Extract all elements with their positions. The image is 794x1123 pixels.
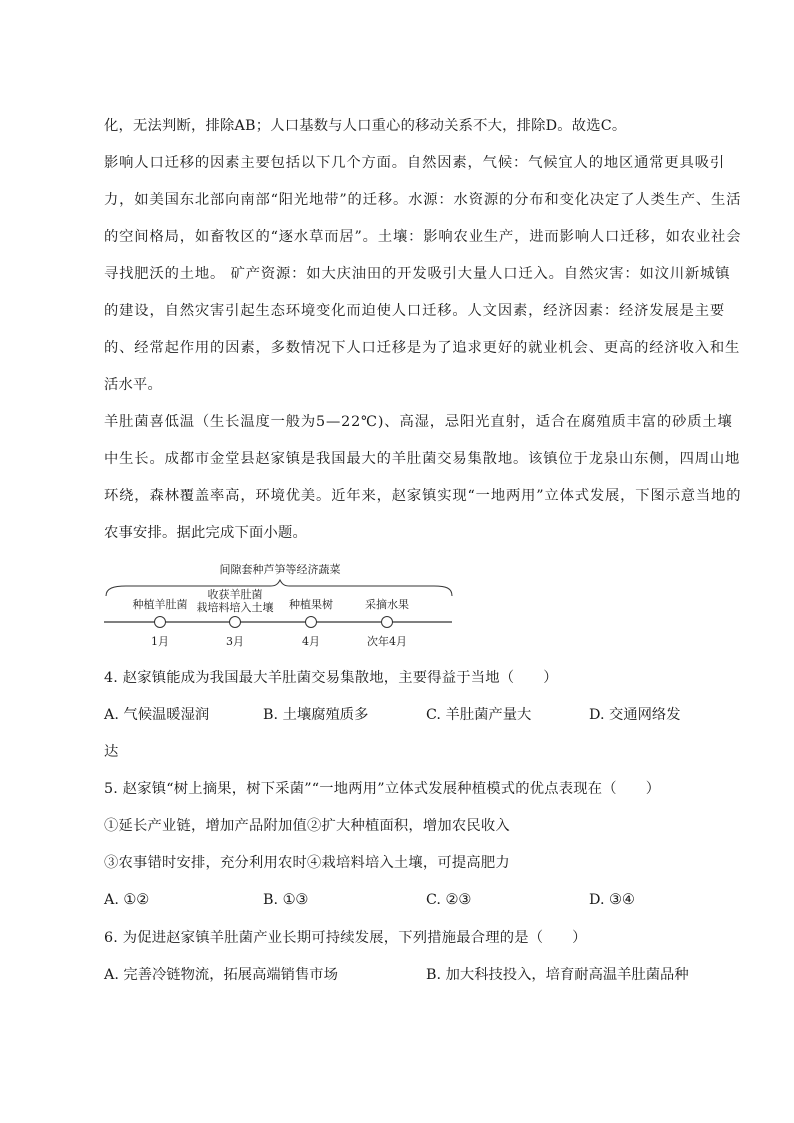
event-time: 3月 (226, 635, 244, 648)
event-marker (230, 617, 241, 628)
brace-line (106, 580, 452, 596)
event-time: 次年4月 (367, 635, 407, 648)
question-4-option-d[interactable]: D. 交通网络发 (589, 707, 681, 723)
text-line: 活水平。 (104, 377, 162, 393)
question-4-option-c[interactable]: C. 羊肚菌产量大 (426, 707, 532, 723)
question-6-option-b[interactable]: B. 加大科技投入，培育耐高温羊肚菌品种 (426, 967, 689, 983)
text-line: 中生长。成都市金堂县赵家镇是我国最大的羊肚菌交易集散地。该镇位于龙泉山东侧，四周山地 (104, 451, 741, 467)
question-5-stem: 5. 赵家镇“树上摘果，树下采菌”“一地两用”立体式发展种植模式的优点表现在（ ） (104, 781, 661, 797)
text-line: 农事安排。据此完成下面小题。 (104, 525, 307, 541)
question-5-option-a[interactable]: A. ①② (104, 892, 150, 908)
question-6-stem: 6. 为促进赵家镇羊肚菌产业长期可持续发展，下列措施最合理的是（ ） (104, 930, 587, 946)
event-marker (306, 617, 317, 628)
event-label: 种植羊肚菌 (132, 598, 188, 611)
question-5-option-d[interactable]: D. ③④ (589, 892, 635, 908)
text-line: 的建设，自然灾害引起生态环境变化而迫使人口迁移。人文因素，经济因素：经济发展是主要 (104, 303, 726, 319)
text-line: 力，如美国东北部向南部“阳光地带”的迁移。水源：水资源的分布和变化决定了人类生产、生活 (104, 192, 742, 208)
text-line: 的、经常起作用的因素，多数情况下人口迁移是为了追求更好的就业机会、更高的经济收入和生 (104, 340, 741, 356)
text-line: 环绕，森林覆盖率高，环境优美。近年来，赵家镇实现“一地两用”立体式发展，下图示意当地的 (104, 488, 742, 504)
question-5-statements: ①延长产业链，增加产品附加值②扩大种植面积，增加农民收入 (104, 818, 510, 834)
question-5-option-b[interactable]: B. ①③ (263, 892, 309, 908)
event-label: 采摘水果 (365, 598, 409, 611)
question-5-statements: ③农事错时安排，充分利用农时④栽培料培入土壤，可提高肥力 (104, 855, 510, 871)
text-line: 影响人口迁移的因素主要包括以下几个方面。自然因素，气候：气候宜人的地区通常更具吸引 (104, 155, 726, 171)
farming-timeline-figure (100, 556, 460, 652)
question-5-option-c[interactable]: C. ②③ (426, 892, 472, 908)
text-line: 寻找肥沃的土地。 矿产资源：如大庆油田的开发吸引大量人口迁入。自然灾害：如汶川新城镇 (104, 266, 731, 282)
event-label: 收获羊肚菌 (207, 588, 263, 601)
event-label: 种植果树 (289, 598, 333, 611)
question-4-stem: 4. 赵家镇能成为我国最大羊肚菌交易集散地，主要得益于当地（ ） (104, 670, 558, 686)
timeline-event (197, 587, 274, 648)
question-4-option-b[interactable]: B. 土壤腐殖质多 (263, 707, 369, 723)
text-line: 羊肚菌喜低温（生长温度一般为5—22℃)、高湿，忌阳光直射，适合在腐殖质丰富的砂质土壤 (104, 414, 733, 430)
question-4-option-d-continued: 达 (104, 744, 119, 760)
text-line: 的空间格局，如畜牧区的“逐水草而居”。土壤：影响农业生产，进而影响人口迁移，如农业社会 (104, 229, 742, 245)
brace-label: 间隙套种芦笋等经济蔬菜 (219, 563, 341, 576)
event-label: 栽培料培入土壤 (196, 601, 274, 614)
event-time: 4月 (302, 635, 320, 648)
question-4-option-a[interactable]: A. 气候温暖湿润 (104, 707, 210, 723)
question-6-option-a[interactable]: A. 完善冷链物流，拓展高端销售市场 (104, 967, 338, 983)
event-marker (155, 617, 166, 628)
event-marker (382, 617, 393, 628)
text-line: 化，无法判断，排除AB；人口基数与人口重心的移动关系不大，排除D。故选C。 (104, 118, 627, 134)
event-time: 1月 (151, 635, 169, 648)
